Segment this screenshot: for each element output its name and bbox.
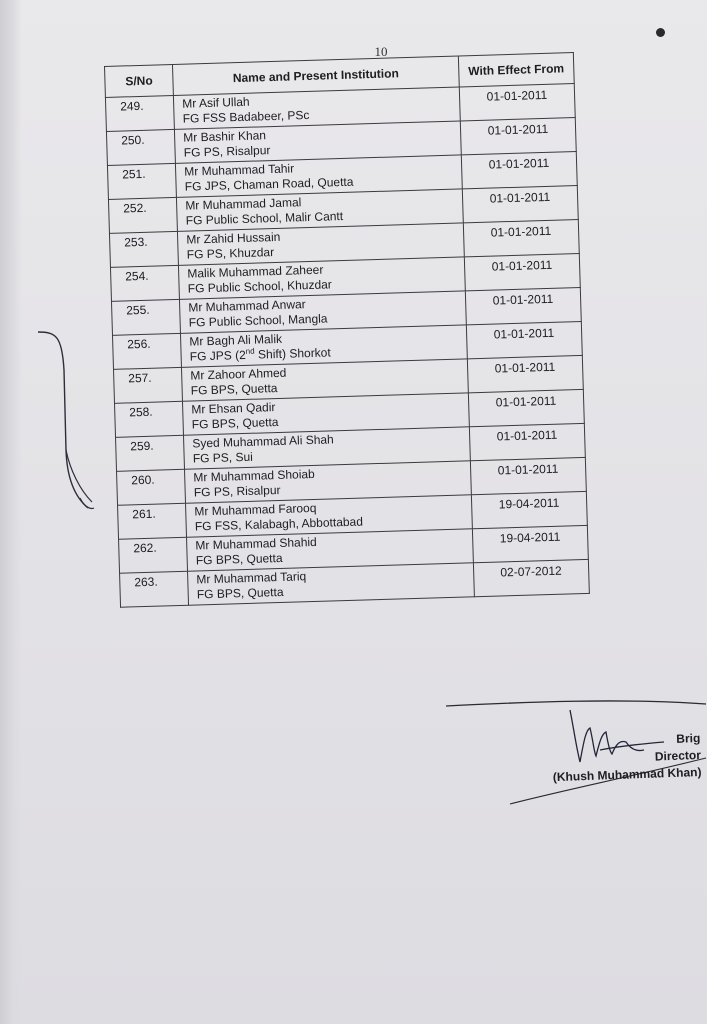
row-effective-date: 01-01-2011 — [469, 423, 585, 460]
row-sno: 250. — [106, 129, 175, 165]
institution-name: FG BPS, Quetta — [195, 550, 283, 568]
person-name: Mr Muhammad Tahir — [184, 161, 295, 179]
handwritten-bracket — [36, 330, 96, 520]
scan-edge — [0, 0, 22, 1024]
institution-name: FG PS, Risalpur — [193, 482, 281, 500]
institution-name: FG BPS, Quetta — [196, 584, 284, 602]
row-sno: 258. — [115, 401, 184, 437]
row-sno: 252. — [108, 197, 177, 233]
institution-name: FG JPS, Chaman Road, Quetta — [184, 174, 354, 194]
person-name: Mr Muhammad Jamal — [185, 195, 302, 213]
person-name: Mr Bagh Ali Malik — [189, 331, 283, 349]
signature-block — [540, 730, 702, 787]
row-sno: 253. — [109, 231, 178, 267]
person-name: Mr Ehsan Qadir — [191, 400, 276, 417]
row-sno: 255. — [111, 299, 180, 335]
row-effective-date: 01-01-2011 — [461, 152, 577, 189]
row-effective-date: 02-07-2012 — [473, 559, 589, 596]
row-sno: 261. — [118, 503, 187, 539]
institution-name: FG PS, Khuzdar — [186, 245, 275, 262]
header-sno: S/No — [105, 64, 174, 97]
institution-name: FG PS, Risalpur — [183, 143, 271, 160]
row-effective-date: 01-01-2011 — [470, 457, 586, 494]
appointments-table — [104, 52, 590, 608]
row-sno: 256. — [112, 333, 181, 369]
person-name: Mr Zahoor Ahmed — [190, 365, 287, 383]
row-effective-date: 01-01-2011 — [465, 287, 581, 324]
row-sno: 263. — [120, 571, 189, 607]
appointments-table-wrapper — [104, 52, 590, 608]
row-sno: 259. — [116, 435, 185, 471]
row-name-institution — [188, 563, 474, 605]
institution-name: FG FSS, Kalabagh, Abbottabad — [194, 514, 364, 534]
row-sno: 254. — [110, 265, 179, 301]
person-name: Mr Muhammad Anwar — [188, 297, 306, 315]
table-body — [105, 84, 589, 608]
row-effective-date: 19-04-2011 — [472, 525, 588, 562]
institution-name: FG Public School, Malir Cantt — [185, 208, 344, 228]
person-name: Malik Muhammad Zaheer — [187, 262, 324, 281]
institution-name: FG PS, Sui — [192, 449, 254, 466]
ink-mark — [656, 28, 665, 37]
row-effective-date: 01-01-2011 — [464, 253, 580, 290]
row-effective-date: 19-04-2011 — [471, 491, 587, 528]
row-effective-date: 01-01-2011 — [467, 355, 583, 392]
person-name: Mr Asif Ullah — [182, 94, 250, 111]
institution-name: FG BPS, Quetta — [191, 414, 279, 432]
row-effective-date: 01-01-2011 — [460, 118, 576, 155]
institution-part: FG JPS (2 — [189, 347, 246, 364]
row-effective-date: 01-01-2011 — [468, 389, 584, 426]
institution-name: FG BPS, Quetta — [190, 380, 278, 398]
signatory-title: Director — [654, 747, 702, 764]
row-sno: 262. — [119, 537, 188, 573]
header-date: With Effect From — [458, 53, 574, 87]
row-effective-date: 01-01-2011 — [466, 321, 582, 358]
person-name: Mr Muhammad Shoiab — [193, 466, 315, 485]
header-name: Name and Present Institution — [173, 56, 459, 95]
person-name: Syed Muhammad Ali Shah — [192, 432, 334, 451]
row-sno: 251. — [107, 163, 176, 199]
signatory-name: (Khush Muhammad Khan) — [552, 764, 702, 785]
row-sno: 257. — [114, 367, 183, 403]
person-name: Mr Muhammad Farooq — [194, 500, 317, 519]
row-sno: 260. — [117, 469, 186, 505]
row-effective-date: 01-01-2011 — [459, 84, 575, 121]
person-name: Mr Muhammad Shahid — [195, 534, 317, 553]
person-name: Mr Zahid Hussain — [186, 229, 281, 247]
row-effective-date: 01-01-2011 — [463, 219, 579, 256]
institution-name: FG Public School, Khuzdar — [187, 277, 333, 296]
institution-superscript: nd — [245, 346, 255, 356]
row-sno: 249. — [105, 95, 174, 131]
person-name: Mr Muhammad Tariq — [196, 569, 307, 587]
signatory-rank: Brig — [676, 730, 701, 746]
page-number: 10 — [374, 44, 388, 59]
row-effective-date: 01-01-2011 — [462, 186, 578, 223]
institution-name: FG Public School, Mangla — [188, 311, 328, 330]
institution-part: Shift) Shorkot — [254, 345, 331, 362]
institution-name: FG FSS Badabeer, PSc — [182, 107, 310, 126]
person-name: Mr Bashir Khan — [183, 128, 267, 145]
